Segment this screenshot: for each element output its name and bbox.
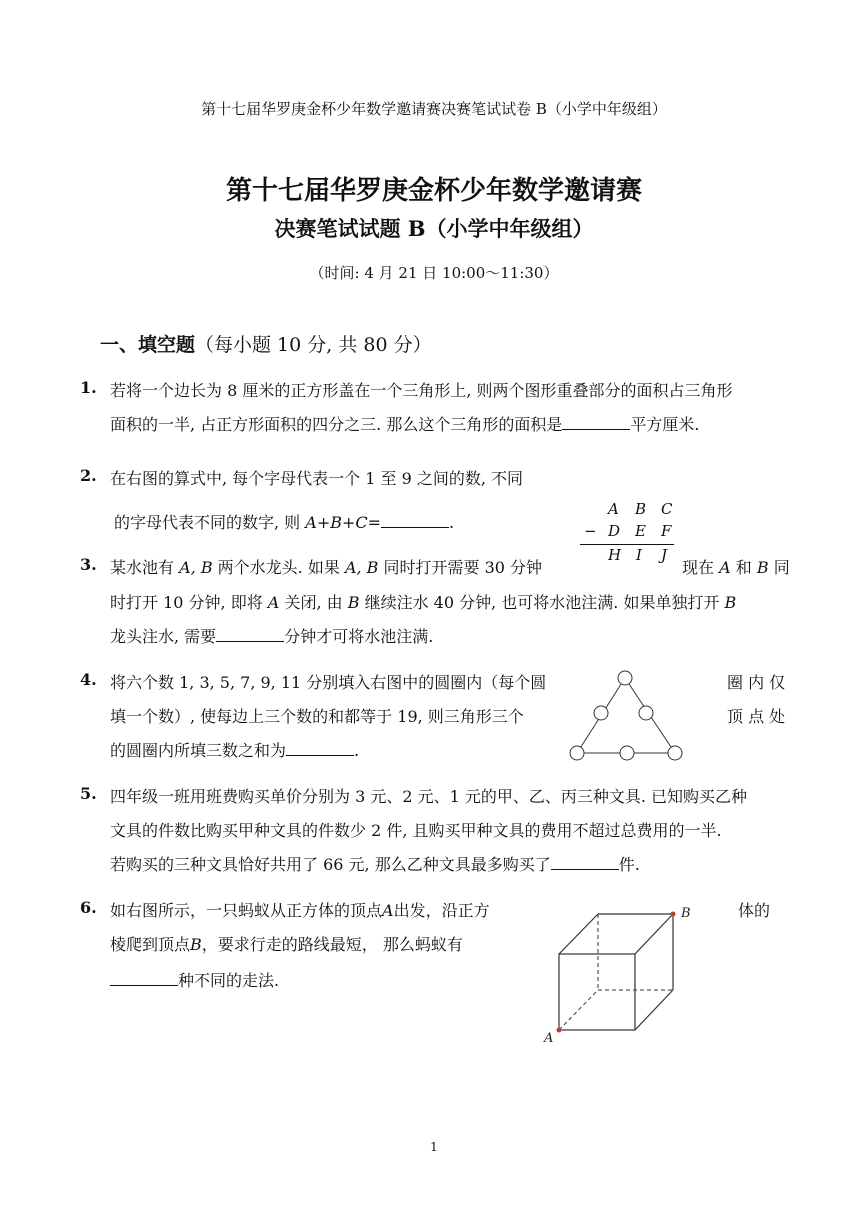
fig-letter: J xyxy=(661,546,668,564)
q3-text: 同时打开需要 30 分钟 xyxy=(378,558,543,577)
q1-line2 xyxy=(110,412,699,435)
q5-text: 若购买的三种文具恰好共用了 66 元, 那么乙种文具最多购买了 xyxy=(110,855,551,874)
minus-sign: − xyxy=(584,522,597,540)
q3-tap-b: B xyxy=(756,558,769,577)
q1-line1: 若将一个边长为 8 厘米的正方形盖在一个三角形上, 则两个图形重叠部分的面积占三角形 xyxy=(110,381,733,400)
q1-line2-unit: 平方厘米. xyxy=(630,415,700,434)
vertex-a-label: A xyxy=(544,1031,554,1046)
q6-vertex-b: B xyxy=(190,935,202,954)
fig-letter: B xyxy=(635,500,647,518)
q2-number: 2. xyxy=(80,466,97,485)
q4-triangle-figure xyxy=(568,666,684,764)
q4-answer-blank xyxy=(286,741,354,756)
q6-vertex-a: A xyxy=(382,901,394,920)
q6-cube-figure xyxy=(540,898,710,1048)
q6-answer-blank xyxy=(110,971,178,986)
sum-line xyxy=(580,544,674,545)
vertex-b-label: B xyxy=(681,906,691,921)
q5-text: 件. xyxy=(618,855,640,874)
q3-tap-b: B xyxy=(347,593,360,612)
q4-line1-right: 圈 内 仅 xyxy=(727,673,786,692)
fig-letter: I xyxy=(636,546,642,564)
q4-text: 的圆圈内所填三数之和为 xyxy=(110,741,287,760)
q3-text: 同 xyxy=(768,558,790,577)
q3-tap-a: A xyxy=(267,593,280,612)
q4-text: . xyxy=(354,741,360,760)
cube-edge xyxy=(635,990,673,1030)
page-title: 第十七届华罗庚金杯少年数学邀请赛 xyxy=(225,176,642,206)
q4-line3 xyxy=(110,738,359,761)
fig-letter: E xyxy=(635,522,646,540)
q3-line3 xyxy=(110,624,433,647)
q3-text: 某水池有 xyxy=(110,558,180,577)
q3-text: 继续注水 40 分钟, 也可将水池注满. 如果单独打开 xyxy=(359,593,725,612)
edge-circle xyxy=(620,746,634,760)
page-number: 1 xyxy=(430,1140,438,1154)
fig-letter: D xyxy=(608,522,621,540)
section-heading xyxy=(100,330,432,357)
q2-line2-end: . xyxy=(449,513,455,532)
q2-expression: A+B+C= xyxy=(305,513,382,532)
q5-line1: 四年级一班用班费购买单价分别为 3 元、2 元、1 元的甲、乙、丙三种文具. 已知购买乙种 xyxy=(110,787,748,806)
q6-text: 种不同的走法. xyxy=(178,971,280,990)
q3-line1-right xyxy=(682,555,790,578)
fig-letter: F xyxy=(661,522,672,540)
section-note: （每小题 10 分, 共 80 分） xyxy=(195,334,432,356)
q3-line1-left xyxy=(110,555,542,578)
q3-answer-blank xyxy=(216,627,284,642)
q4-number: 4. xyxy=(80,670,97,689)
exam-time: （时间: 4 月 21 日 10:00～11:30） xyxy=(309,264,559,282)
q2-answer-blank xyxy=(381,513,449,528)
fig-letter: C xyxy=(661,500,673,518)
fig-letter: H xyxy=(608,546,622,564)
q6-number: 6. xyxy=(80,898,97,917)
q6-line3 xyxy=(110,968,279,991)
q6-text: 出发，沿正方 xyxy=(393,901,490,920)
q3-taps: A, B xyxy=(179,558,213,577)
vertex-a-point xyxy=(557,1028,562,1033)
q3-text: 现在 xyxy=(682,558,720,577)
q6-line1-right: 体的 xyxy=(738,901,771,920)
q5-number: 5. xyxy=(80,784,97,803)
q2-line1: 在右图的算式中, 每个字母代表一个 1 至 9 之间的数, 不同 xyxy=(110,469,524,488)
fig-letter: A xyxy=(608,500,619,518)
q5-line3 xyxy=(110,852,640,875)
q1-answer-blank xyxy=(562,415,630,430)
cube-edge xyxy=(635,914,673,954)
q6-text: ，要求行走的路线最短， 那么蚂蚁有 xyxy=(201,935,463,954)
q3-text: 两个水龙头. 如果 xyxy=(212,558,345,577)
vertex-b-point xyxy=(671,912,676,917)
q2-line2 xyxy=(114,510,454,533)
q3-number: 3. xyxy=(80,555,97,574)
q3-text: 时打开 10 分钟, 即将 xyxy=(110,593,268,612)
q6-line1 xyxy=(110,898,490,921)
vertex-circle xyxy=(618,671,632,685)
q5-line2: 文具的件数比购买甲种文具的件数少 2 件, 且购买甲种文具的费用不超过总费用的一半. xyxy=(110,821,722,840)
q3-text: 龙头注水, 需要 xyxy=(110,627,217,646)
q1-line2-text: 面积的一半, 占正方形面积的四分之三. 那么这个三角形的面积是 xyxy=(110,415,563,434)
q6-text: 如右图所示，一只蚂蚁从正方体的顶点 xyxy=(110,901,383,920)
q5-answer-blank xyxy=(551,855,619,870)
q3-text: 分钟才可将水池注满. xyxy=(284,627,434,646)
page-subtitle: 决赛笔试试题 B（小学中年级组） xyxy=(274,216,594,241)
page-header: 第十七届华罗庚金杯少年数学邀请赛决赛笔试试卷 B（小学中年级组） xyxy=(201,100,667,118)
q3-tap-b: B xyxy=(724,593,737,612)
q3-tap-a: A xyxy=(719,558,731,577)
q3-text: 关闭, 由 xyxy=(279,593,348,612)
q2-subtraction-figure xyxy=(580,498,680,568)
edge-circle xyxy=(639,706,653,720)
q4-line2-right: 顶 点 处 xyxy=(727,707,786,726)
q4-line1: 将六个数 1, 3, 5, 7, 9, 11 分别填入右图中的圆圈内（每个圆 xyxy=(110,673,547,692)
vertex-circle xyxy=(570,746,584,760)
q3-text: 和 xyxy=(730,558,757,577)
vertex-circle xyxy=(668,746,682,760)
q3-taps: A, B xyxy=(344,558,379,577)
q6-text: 棱爬到顶点 xyxy=(110,935,191,954)
cube-edge xyxy=(559,914,598,954)
q1-number: 1. xyxy=(80,378,97,397)
section-title: 一、填空题 xyxy=(100,334,196,356)
q4-line2: 填一个数）, 使每边上三个数的和都等于 19, 则三角形三个 xyxy=(110,707,524,726)
q3-line2 xyxy=(110,590,736,613)
cube-hidden-edge xyxy=(559,990,598,1030)
q2-line2-text: 的字母代表不同的数字, 则 xyxy=(114,513,306,532)
q6-line2 xyxy=(110,932,463,955)
edge-circle xyxy=(594,706,608,720)
